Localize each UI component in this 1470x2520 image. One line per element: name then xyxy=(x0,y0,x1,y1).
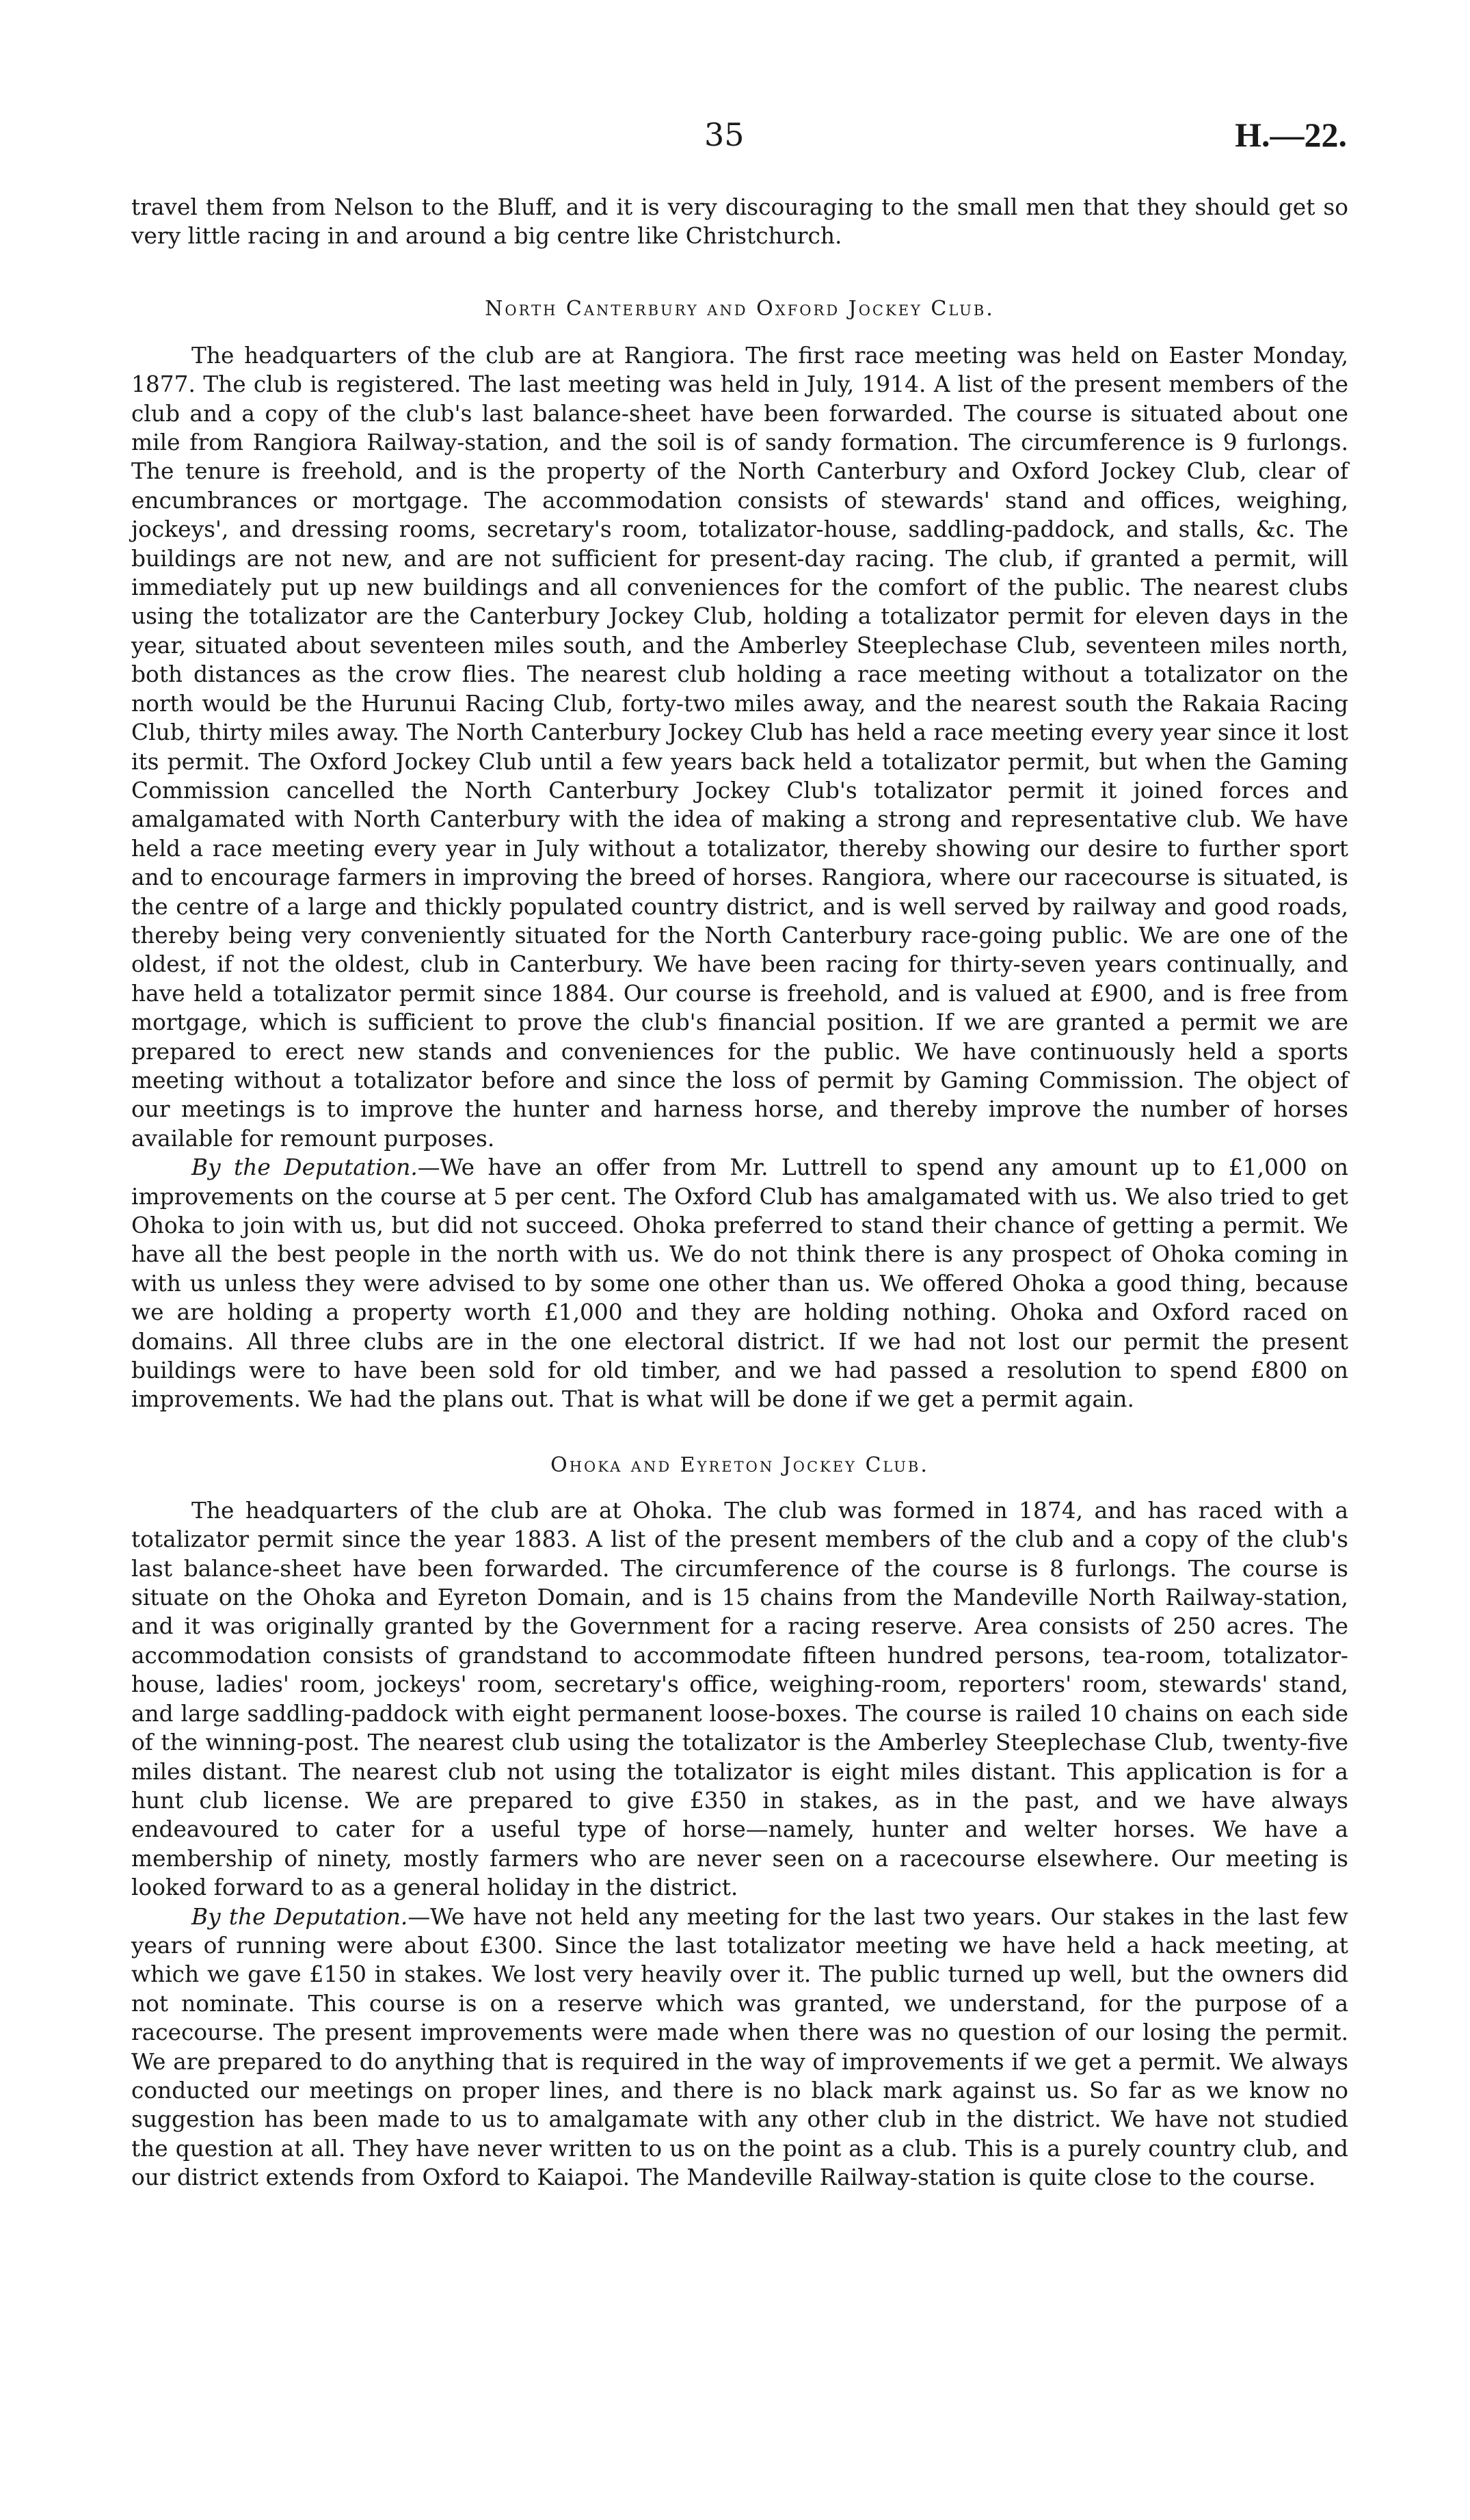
deputation-text: —We have not held any meeting for the last two years. Our stakes in the last few years of running were about £300. Since the last totalizator meeting we have held a hack meeting, at which we gave £150 in stakes. We lost very heavily over it. The public turned up well, but the owners did not nominate. This course is on a reserve which was granted, we understand, for the purpose of a racecourse. The present improvements were made when there was no question of our losing the permit. We are prepared to do anything that is required in the way of improvements if we get a permit. We always conducted our meetings on proper lines, and there is no black mark against us. So far as we know no suggestion has been made to us to amalgamate with any other club in the district. We have not studied the question at all. They have never written to us on the point as a club. This is a purely country club, and our district extends from Oxford to Kaiapoi. The Mandeville Railway-station is quite close to the course. xyxy=(131,1903,1348,2191)
page-number: 35 xyxy=(704,116,745,153)
intro-paragraph: travel them from Nelson to the Bluff, and it is very discouraging to the small men that they should get so very little racing in and around a big centre like Christchurch. xyxy=(131,194,1348,250)
deputation-text: —We have an offer from Mr. Luttrell to spend any amount up to £1,000 on improvements on the course at 5 per cent. The Oxford Club has amalgamated with us. We also tried to get Ohoka to join with us, but did not succeed. Ohoka preferred to stand their chance of getting a permit. We have all the best people in the north with us. We do not think there is any prospect of Ohoka coming in with us unless they were advised to by some one other than us. We offered Ohoka a good thing, because we are holding a property worth £1,000 and they are holding nothing. Ohoka and Oxford raced on domains. All three clubs are in the one electoral district. If we had not lost our permit the present buildings were to have been sold for old timber, and we had passed a resolution to spend £800 on improvements. We had the plans out. That is what will be done if we get a permit again. xyxy=(131,1154,1348,1413)
section-body-ohoka: The headquarters of the club are at Ohoka. The club was formed in 1874, and has raced with a totalizator permit since the year 1883. A list of the present members of the club and a copy of the club's last balance-sheet have been forwarded. The circumference of the course is 8 furlongs. The course is situate on the Ohoka and Eyreton Domain, and is 15 chains from the Mandeville North Railway-station, and it was originally granted by the Government for a racing reserve. Area consists of 250 acres. The accommodation consists of grandstand to accommodate fifteen hundred persons, tea-room, totalizator-house, ladies' room, jockeys' room, secretary's office, weighing-room, reporters' room, stewards' stand, and large saddling-paddock with eight permanent loose-boxes. The course is railed 10 chains on each side of the winning-post. The nearest club using the totalizator is the Amberley Steeplechase Club, twenty-five miles distant. The nearest club not using the totalizator is eight miles distant. This application is for a hunt club license. We are prepared to give £350 in stakes, as in the past, and we have always endeavoured to cater for a useful type of horse—namely, hunter and welter horses. We have a membership of ninety, mostly farmers who are never seen on a racecourse elsewhere. Our meeting is looked forward to as a general holiday in the district. xyxy=(131,1497,1348,1901)
deputation-paragraph-north-canterbury xyxy=(131,1153,1348,1414)
document-body xyxy=(131,193,1348,2192)
section-heading-north-canterbury: North Canterbury and Oxford Jockey Club. xyxy=(485,296,995,321)
section-heading-ohoka: Ohoka and Eyreton Jockey Club. xyxy=(550,1453,929,1477)
document-reference: H.—22. xyxy=(1235,116,1347,154)
deputation-paragraph-ohoka xyxy=(131,1902,1348,2192)
section-body-north-canterbury: The headquarters of the club are at Rangiora. The first race meeting was held on Easter Monday, 1877. The club is registered. The last meeting was held in July, 1914. A list of the present members of the club and a copy of the club's last balance-sheet have been forwarded. The course is situated about one mile from Rangiora Railway-station, and the soil is of sandy formation. The circumference is 9 furlongs. The tenure is freehold, and is the property of the North Canterbury and Oxford Jockey Club, clear of encumbrances or mortgage. The accommodation consists of stewards' stand and offices, weighing, jockeys', and dressing rooms, secretary's room, totalizator-house, saddling-paddock, and stalls, &c. The buildings are not new, and are not sufficient for present-day racing. The club, if granted a permit, will immediately put up new buildings and all conveniences for the comfort of the public. The nearest clubs using the totalizator are the Canterbury Jockey Club, holding a totalizator permit for eleven days in the year, situated about seventeen miles south, and the Amberley Steeplechase Club, seventeen miles north, both distances as the crow flies. The nearest club holding a race meeting without a totalizator on the north would be the Hurunui Racing Club, forty-two miles away, and the nearest south the Rakaia Racing Club, thirty miles away. The North Canterbury Jockey Club has held a race meeting every year since it lost its permit. The Oxford Jockey Club until a few years back held a totalizator permit, but when the Gaming Commission cancelled the North Canterbury Jockey Club's totalizator permit it joined forces and amalgamated with North Canterbury with the idea of making a strong and representative club. We have held a race meeting every year in July without a totalizator, thereby showing our desire to further sport and to encourage farmers in improving the breed of horses. Rangiora, where our racecourse is situated, is the centre of a large and thickly populated country district, and is well served by railway and good roads, thereby being very conveniently situated for the North Canterbury race-going public. We are one of the oldest, if not the oldest, club in Canterbury. We have been racing for thirty-seven years continually, and have held a totalizator permit since 1884. Our course is freehold, and is valued at £900, and is free from mortgage, which is sufficient to prove the club's financial position. If we are granted a permit we are prepared to erect new stands and conveniences for the public. We have continuously held a sports meeting without a totalizator before and since the loss of permit by Gaming Commission. The object of our meetings is to improve the hunter and harness horse, and thereby improve the number of horses available for remount purposes. xyxy=(131,342,1348,1152)
deputation-label: By the Deputation. xyxy=(191,1903,408,1930)
deputation-label: By the Deputation. xyxy=(191,1154,418,1181)
